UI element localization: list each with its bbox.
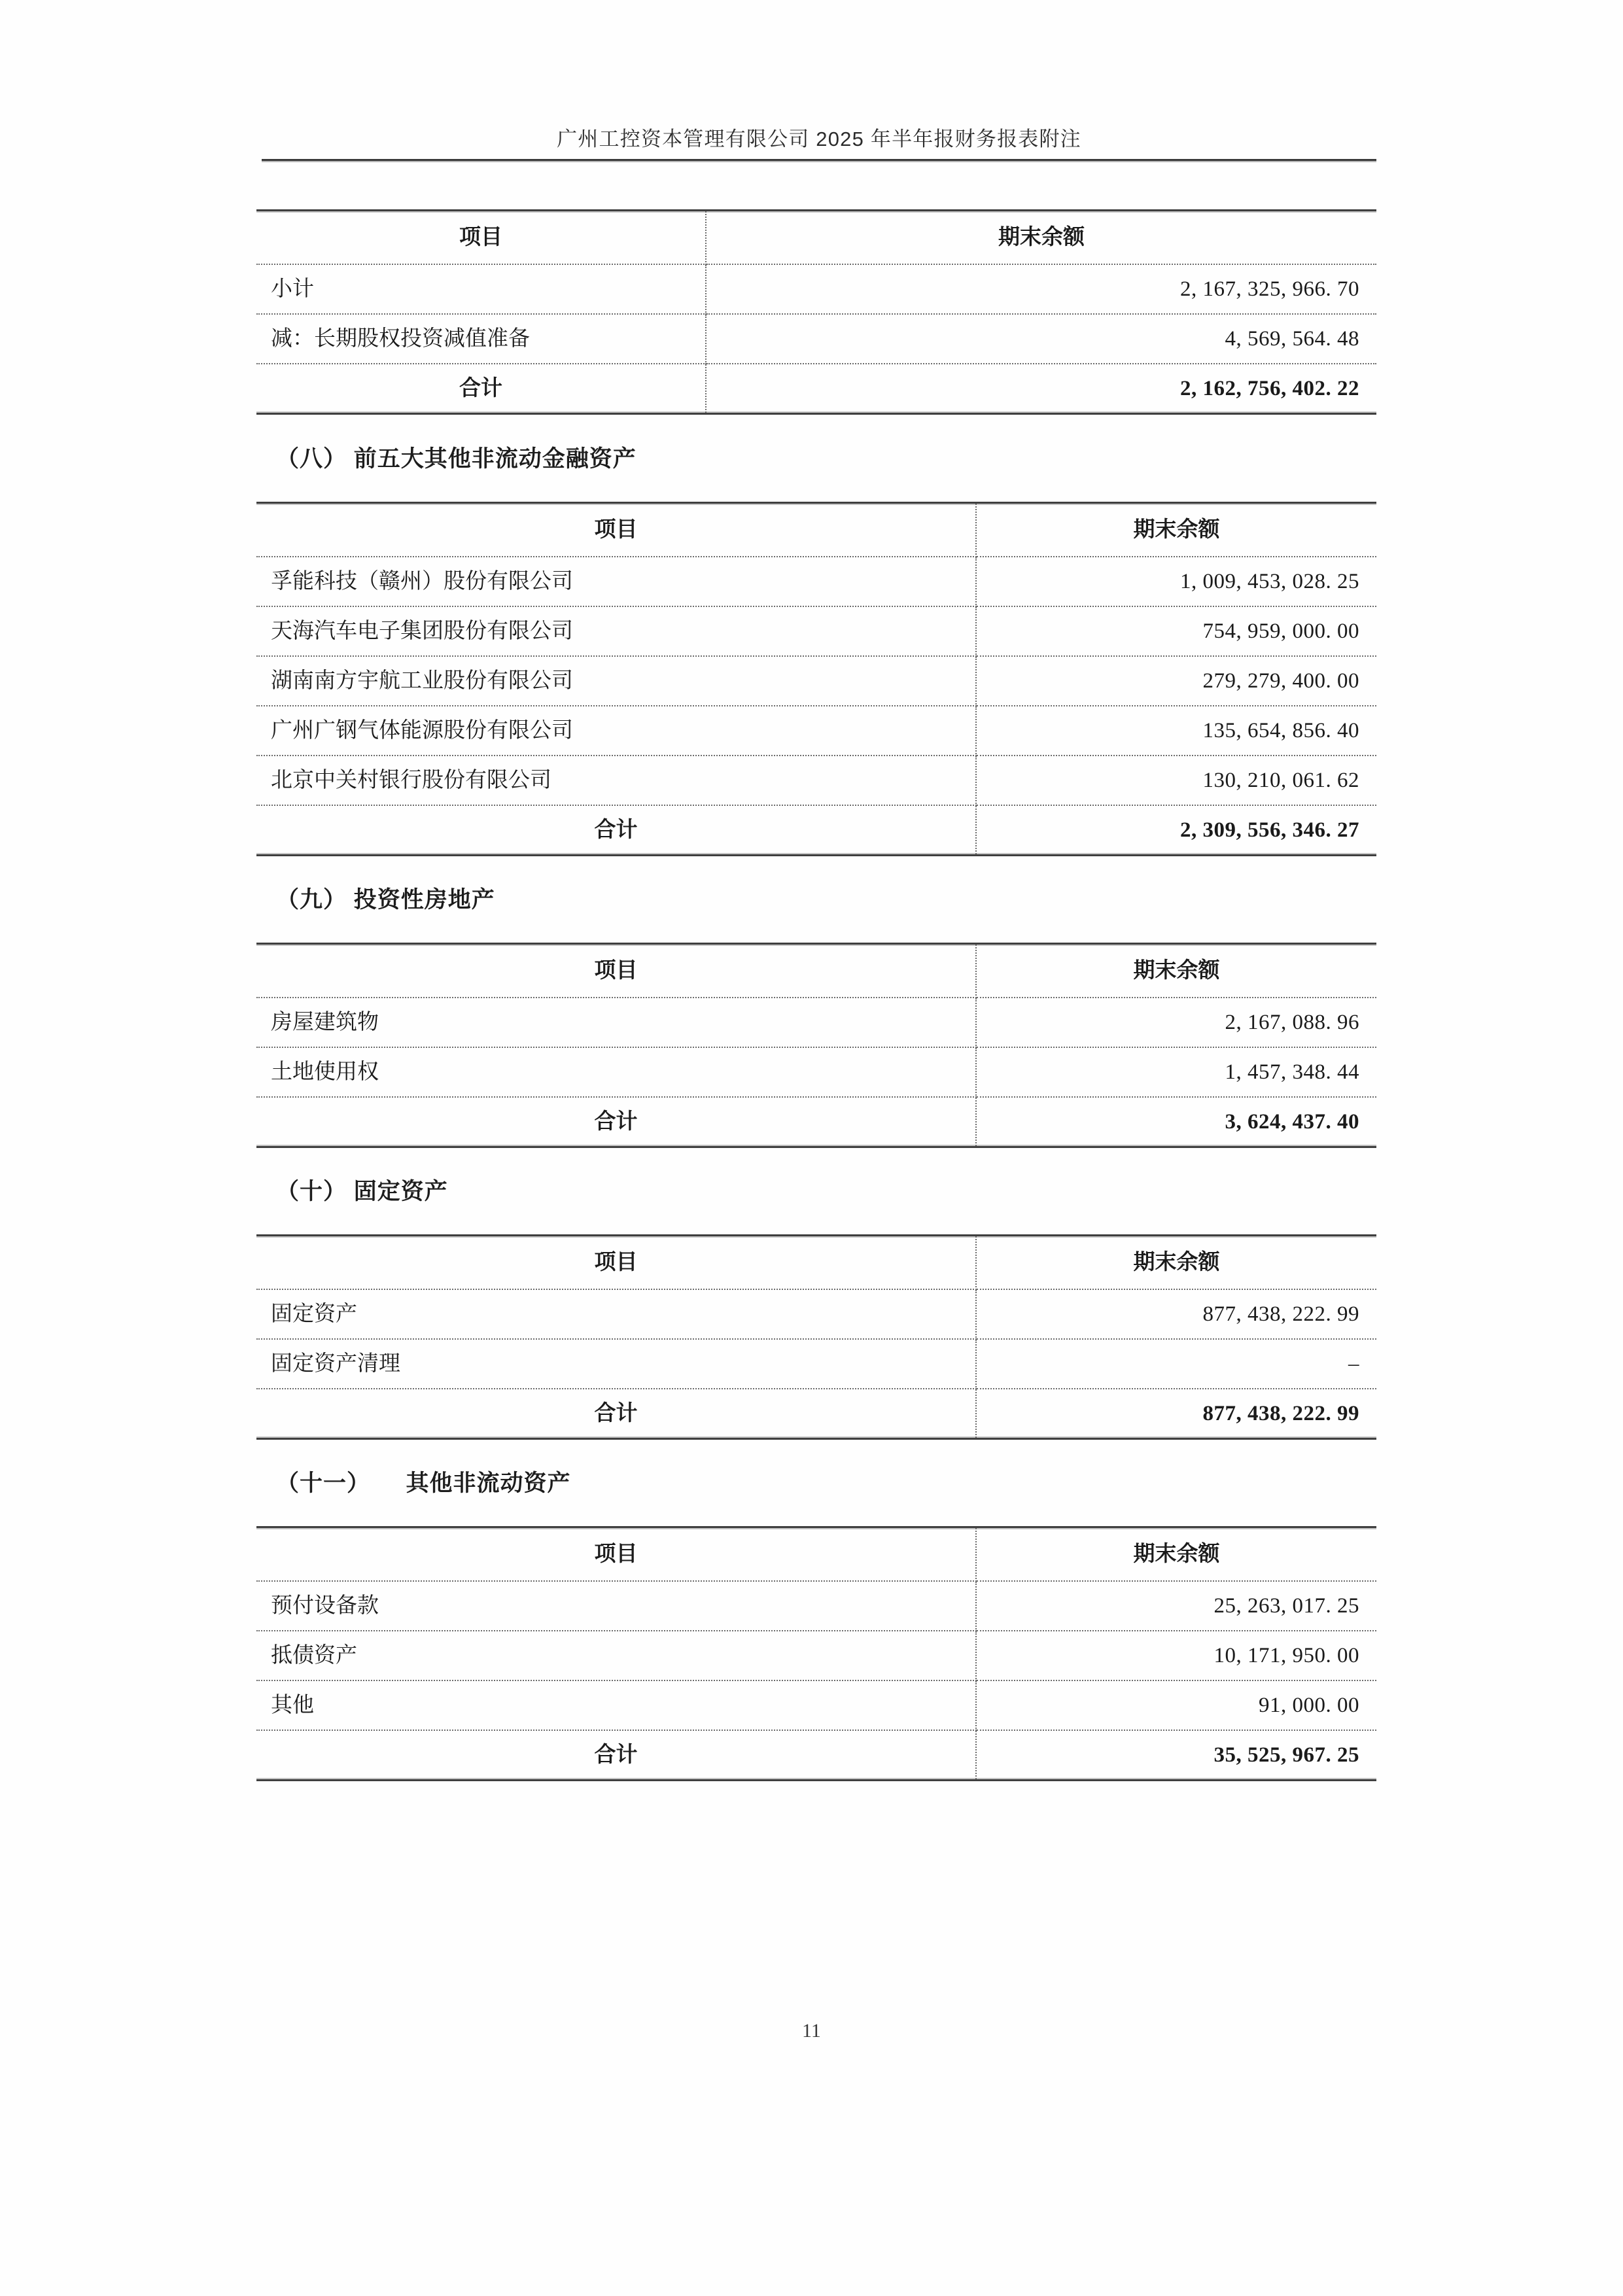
cell-balance: 2, 167, 325, 966. 70 xyxy=(706,264,1376,314)
table-row xyxy=(256,998,1376,1047)
running-header-title: 广州工控资本管理有限公司 2025 年半年报财务报表附注 xyxy=(557,128,1081,150)
cell-balance: 877, 438, 222. 99 xyxy=(976,1289,1376,1339)
cell-balance: 4, 569, 564. 48 xyxy=(706,314,1376,364)
cell-balance: 754, 959, 000. 00 xyxy=(976,606,1376,656)
cell-balance: 25, 263, 017. 25 xyxy=(976,1581,1376,1631)
cell-balance: 1, 457, 348. 44 xyxy=(976,1047,1376,1097)
table-row xyxy=(256,557,1376,606)
table-header-row xyxy=(256,503,1376,557)
header-cell-balance: 期末余额 xyxy=(706,211,1376,265)
header-cell-balance: 期末余额 xyxy=(976,1527,1376,1582)
table-header-row xyxy=(256,944,1376,998)
cell-item: 房屋建筑物 xyxy=(256,998,976,1047)
header-cell-balance: 期末余额 xyxy=(976,1236,1376,1290)
cell-balance: 279, 279, 400. 00 xyxy=(976,656,1376,706)
page-number: 11 xyxy=(802,2020,821,2042)
section-heading-ten: （十） 固定资产 xyxy=(276,1179,448,1204)
table-header-row xyxy=(256,211,1376,265)
cell-total-label: 合计 xyxy=(256,1097,976,1147)
cell-item: 土地使用权 xyxy=(256,1047,976,1097)
table-row xyxy=(256,1339,1376,1389)
table-long-term-equity xyxy=(256,209,1376,415)
header-cell-balance: 期末余额 xyxy=(976,503,1376,557)
document-content xyxy=(256,209,1376,1781)
cell-item: 北京中关村银行股份有限公司 xyxy=(256,756,976,805)
cell-item: 固定资产清理 xyxy=(256,1339,976,1389)
table-top-five-other-noncurrent-financial-assets xyxy=(256,502,1376,856)
cell-total-balance: 35, 525, 967. 25 xyxy=(976,1730,1376,1781)
running-header xyxy=(262,128,1376,161)
section-heading-eleven: （十一） 其他非流动资产 xyxy=(276,1470,571,1496)
table-header-row xyxy=(256,1527,1376,1582)
table-row xyxy=(256,756,1376,805)
cell-item: 小计 xyxy=(256,264,706,314)
cell-total-label: 合计 xyxy=(256,805,976,856)
cell-balance: 1, 009, 453, 028. 25 xyxy=(976,557,1376,606)
cell-item: 抵债资产 xyxy=(256,1631,976,1680)
table-row xyxy=(256,606,1376,656)
section-heading-eight: （八） 前五大其他非流动金融资产 xyxy=(276,446,637,472)
cell-item: 预付设备款 xyxy=(256,1581,976,1631)
cell-balance: 135, 654, 856. 40 xyxy=(976,706,1376,756)
running-header-rule xyxy=(262,159,1376,161)
cell-balance-dash: – xyxy=(976,1339,1376,1389)
cell-item: 广州广钢气体能源股份有限公司 xyxy=(256,706,976,756)
cell-total-label: 合计 xyxy=(256,1730,976,1781)
cell-total-balance: 877, 438, 222. 99 xyxy=(976,1389,1376,1439)
cell-balance: 130, 210, 061. 62 xyxy=(976,756,1376,805)
cell-balance: 91, 000. 00 xyxy=(976,1680,1376,1730)
table-row xyxy=(256,1289,1376,1339)
cell-total-label: 合计 xyxy=(256,364,706,414)
table-row xyxy=(256,264,1376,314)
table-total-row xyxy=(256,1097,1376,1147)
header-cell-item: 项目 xyxy=(256,211,706,265)
cell-item: 孚能科技（赣州）股份有限公司 xyxy=(256,557,976,606)
cell-total-label: 合计 xyxy=(256,1389,976,1439)
table-total-row xyxy=(256,1389,1376,1439)
table-total-row xyxy=(256,1730,1376,1781)
cell-total-balance: 2, 162, 756, 402. 22 xyxy=(706,364,1376,414)
table-row xyxy=(256,706,1376,756)
table-total-row xyxy=(256,805,1376,856)
section-heading-nine: （九） 投资性房地产 xyxy=(276,887,495,913)
table-row xyxy=(256,656,1376,706)
header-cell-item: 项目 xyxy=(256,503,976,557)
cell-item: 天海汽车电子集团股份有限公司 xyxy=(256,606,976,656)
cell-item: 湖南南方宇航工业股份有限公司 xyxy=(256,656,976,706)
cell-total-balance: 3, 624, 437. 40 xyxy=(976,1097,1376,1147)
table-row xyxy=(256,1680,1376,1730)
cell-balance: 2, 167, 088. 96 xyxy=(976,998,1376,1047)
header-cell-balance: 期末余额 xyxy=(976,944,1376,998)
table-fixed-assets xyxy=(256,1234,1376,1440)
header-cell-item: 项目 xyxy=(256,944,976,998)
table-other-noncurrent-assets xyxy=(256,1526,1376,1781)
header-cell-item: 项目 xyxy=(256,1236,976,1290)
table-row xyxy=(256,1631,1376,1680)
cell-balance: 10, 171, 950. 00 xyxy=(976,1631,1376,1680)
cell-total-balance: 2, 309, 556, 346. 27 xyxy=(976,805,1376,856)
table-header-row xyxy=(256,1236,1376,1290)
table-row xyxy=(256,1581,1376,1631)
table-investment-property xyxy=(256,943,1376,1148)
table-row xyxy=(256,314,1376,364)
table-total-row xyxy=(256,364,1376,414)
cell-item: 固定资产 xyxy=(256,1289,976,1339)
header-cell-item: 项目 xyxy=(256,1527,976,1582)
table-row xyxy=(256,1047,1376,1097)
cell-item: 其他 xyxy=(256,1680,976,1730)
cell-item: 减：长期股权投资减值准备 xyxy=(256,314,706,364)
